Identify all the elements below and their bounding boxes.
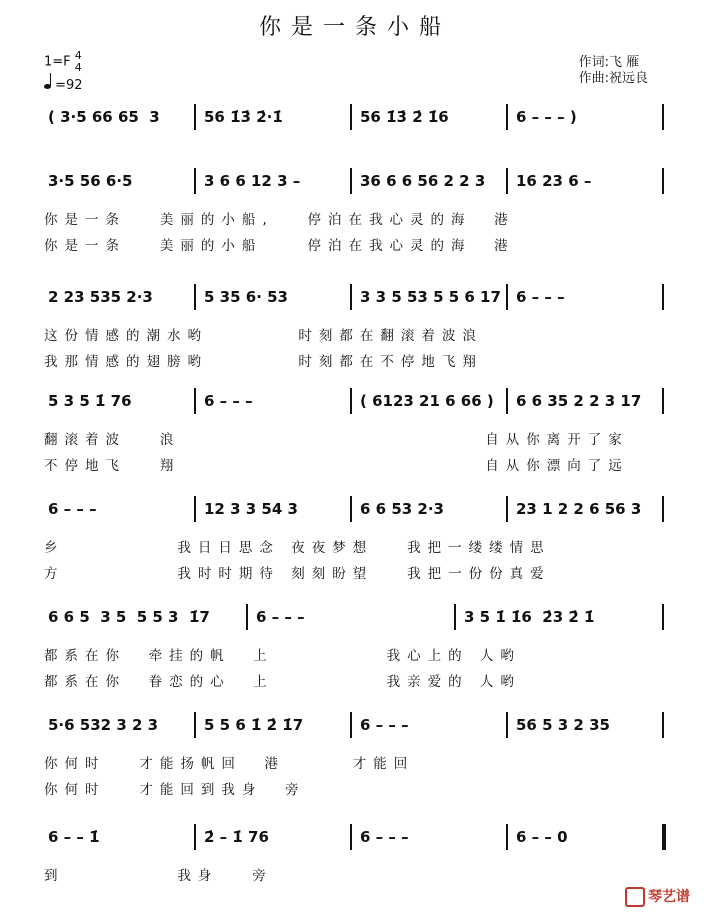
measure: 6 6 35 2 2 3 17: [516, 392, 642, 410]
lyric-line: 都系在你 眷恋的心 上 我亲爱的 人哟: [44, 674, 521, 690]
bar-line: [194, 388, 196, 414]
measure: 6 – – –: [360, 828, 409, 846]
bar-line: [506, 388, 508, 414]
bar-line: [662, 712, 664, 738]
lyric-line: 都系在你 牵挂的帆 上 我心上的 人哟: [44, 648, 521, 664]
measure: 6 – – 0: [516, 828, 568, 846]
lyric-line: 这份情感的潮水哟 时刻都在翻滚着波浪: [44, 328, 483, 344]
lyric-line: 你是一条 美丽的小船, 停泊在我心灵的海 港: [44, 212, 515, 228]
lyric-line: 方 我时时期待 刻刻盼望 我把一份份真爱: [44, 566, 551, 582]
measure: 6 – – –: [204, 392, 253, 410]
measure: 2 23 535 2·3: [48, 288, 153, 306]
measure: 6 – – –: [256, 608, 305, 626]
measure: ( 3·5 66 65 3: [48, 108, 160, 126]
lyric-line: 你何时 才能扬帆回 港 才能回: [44, 756, 415, 772]
tempo-value: =92: [55, 78, 83, 93]
bar-line: [350, 824, 352, 850]
bar-line: [350, 712, 352, 738]
site-logo: [625, 886, 690, 907]
bar-line: [194, 712, 196, 738]
song-title: 你是一条小船: [258, 15, 451, 40]
measure: 5 35 6· 53: [204, 288, 288, 306]
measure: 56 5 3 2 35: [516, 716, 610, 734]
measure: 6 – – – ): [516, 108, 577, 126]
lyric-line: 你何时 才能回到我身 旁: [44, 782, 306, 798]
measure: 23 1 2 2 6 56 3: [516, 500, 642, 518]
lyric-line: 不停地飞 翔 自从你漂向了远: [44, 458, 629, 474]
bar-line: [350, 388, 352, 414]
bar-line: [194, 496, 196, 522]
bar-line: [194, 824, 196, 850]
logo-icon: [625, 887, 645, 907]
bar-line: [194, 168, 196, 194]
credits: [579, 55, 648, 87]
bar-line: [662, 604, 664, 630]
bar-line: [350, 168, 352, 194]
bar-line: [350, 284, 352, 310]
measure: 5·6 532 3 2 3: [48, 716, 159, 734]
bar-line: [506, 104, 508, 130]
lyric-line: 乡 我日日思念 夜夜梦想 我把一缕缕情思: [44, 540, 551, 556]
measure: 6 – – 1̇: [48, 828, 100, 846]
bar-line: [350, 496, 352, 522]
composer: 作曲:祝远良: [578, 71, 648, 86]
bar-line: [506, 712, 508, 738]
time-top: 4: [74, 49, 82, 62]
measure: 6 6 53 2·3: [360, 500, 444, 518]
measure: 16 23 6 –: [516, 172, 592, 190]
measure: 2̇ – 1̇ 76: [204, 828, 269, 846]
bar-line: [662, 388, 664, 414]
measure: 6 – – –: [48, 500, 97, 518]
measure: 56 1̇3̇ 2̇ 1̇6: [360, 108, 449, 126]
tempo-mark: [44, 78, 83, 94]
measure: 12 3 3 54 3: [204, 500, 298, 518]
key-signature: [44, 50, 82, 74]
bar-line: [662, 104, 664, 130]
key-label: 1=F: [44, 54, 71, 70]
lyric-line: 翻滚着波 浪 自从你离开了家: [44, 432, 629, 448]
bar-line: [194, 104, 196, 130]
logo-text: 琴艺谱: [648, 889, 690, 905]
bar-line: [662, 284, 664, 310]
bar-line: [662, 824, 666, 850]
bar-line: [662, 496, 664, 522]
bar-line: [350, 104, 352, 130]
bar-line: [194, 284, 196, 310]
bar-line: [506, 168, 508, 194]
quarter-note-icon: [44, 84, 51, 89]
measure: 6 6 5 3 5 5 5 3 1̇7: [48, 608, 210, 626]
measure: 5 5 6 1̇ 2̇ 1̇7: [204, 716, 304, 734]
time-bottom: 4: [74, 61, 82, 74]
measure: 6 – – –: [360, 716, 409, 734]
bar-line: [506, 824, 508, 850]
lyric-line: 到 我身 旁: [44, 868, 273, 884]
measure: 3 3 5 53 5 5 6 17: [360, 288, 501, 306]
time-signature: [75, 50, 82, 74]
measure: ( 6123 21 6 66 ): [360, 392, 494, 410]
measure: 5 3 5 1̇ 76: [48, 392, 132, 410]
bar-line: [662, 168, 664, 194]
measure: 3 5 1̇ 1̇6 2̇3 2̇ 1̇: [464, 608, 595, 626]
measure: 3 6 6 12 3 –: [204, 172, 301, 190]
bar-line: [506, 496, 508, 522]
measure: 56 1̇3̇ 2̇·1̇: [204, 108, 283, 126]
lyric-line: 我那情感的翅膀哟 时刻都在不停地飞翔: [44, 354, 483, 370]
bar-line: [506, 284, 508, 310]
measure: 6 – – –: [516, 288, 565, 306]
bar-line: [246, 604, 248, 630]
lyric-line: 你是一条 美丽的小船 停泊在我心灵的海 港: [44, 238, 515, 254]
measure: 36 6 6 56 2 2 3: [360, 172, 486, 190]
measure: 3·5 56 6·5: [48, 172, 133, 190]
lyricist: 作词:飞 雁: [578, 55, 640, 70]
bar-line: [454, 604, 456, 630]
